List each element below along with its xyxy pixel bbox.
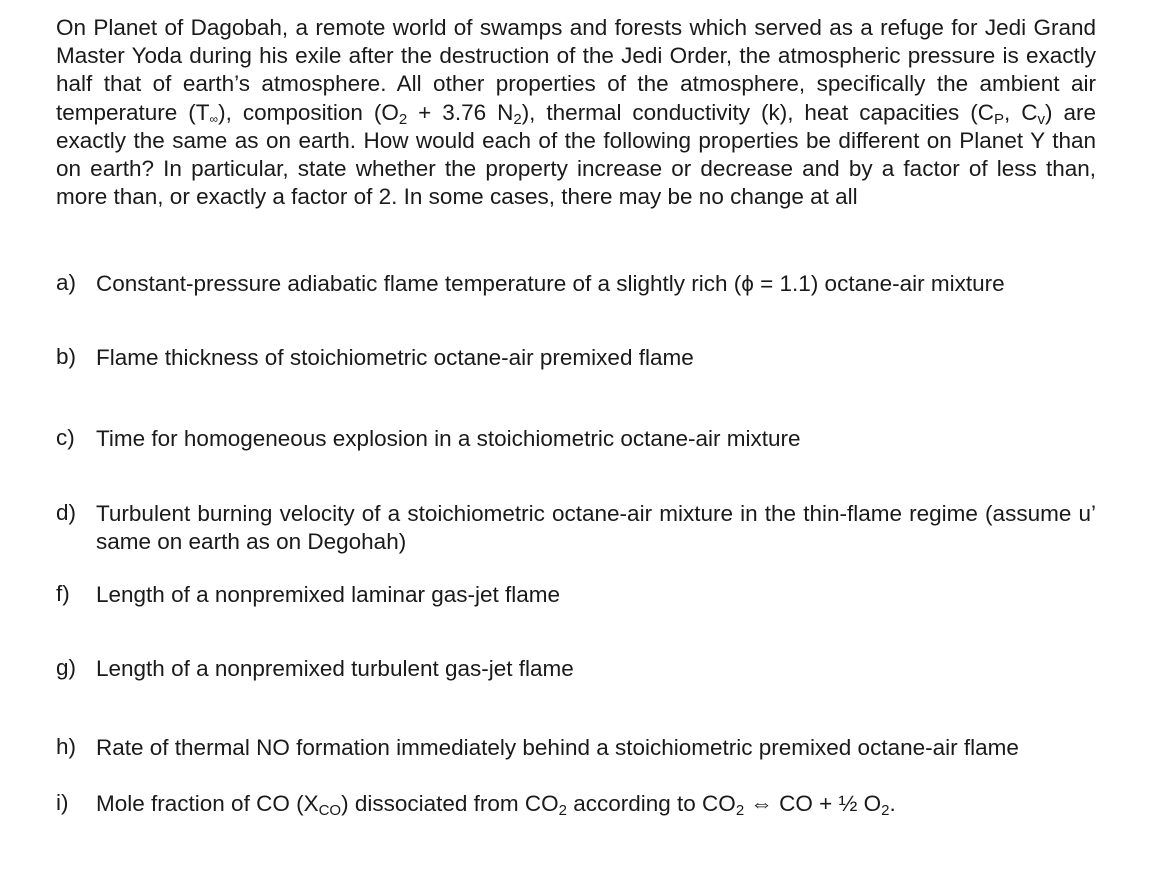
question-text: Turbulent burning velocity of a stoichiometric octane-air mixture in the thin-flame regime (assume u’ same on earth as on Degohah) — [96, 501, 1096, 555]
question-label: g) — [56, 655, 77, 680]
question-c — [56, 425, 1096, 453]
question-label: b) — [56, 344, 77, 369]
question-g — [56, 655, 1096, 683]
question-text: Length of a nonpremixed laminar gas-jet flame — [96, 582, 561, 607]
intro-text-3: + 3.76 N — [407, 99, 514, 125]
t-infinity-subscript: ∞ — [209, 111, 219, 126]
question-label: a) — [56, 270, 77, 295]
document-body — [56, 14, 1096, 819]
question-i — [56, 790, 1096, 818]
question-h — [56, 734, 1096, 762]
question-label: h) — [56, 734, 77, 759]
i-text-4: CO + ½ O — [779, 791, 882, 816]
o2-subscript-2: 2 — [881, 802, 890, 819]
question-b — [56, 344, 1096, 372]
question-text: Time for homogeneous explosion in a stoichiometric octane-air mixture — [96, 426, 801, 451]
question-f — [56, 581, 1096, 609]
i-text-5: . — [889, 791, 896, 816]
intro-text-4: ), thermal conductivity (k), heat capacities (C — [521, 99, 994, 125]
question-text: Constant-pressure adiabatic flame temperature of a slightly rich (ϕ = 1.1) octane-air mixture — [96, 271, 1005, 296]
co2-subscript-2: 2 — [735, 802, 745, 819]
intro-text-6: ) are exactly the same as on earth. How would each of the following properties be different on Planet Y than on earth? In particular, state whether the property increase or decrease and by a factor of less than, more than, or exactly a factor of 2. In some cases, there may be no change at all — [56, 99, 1096, 210]
question-text — [96, 790, 1096, 818]
question-text: Flame thickness of stoichiometric octane-air premixed flame — [96, 345, 694, 370]
o2-subscript: 2 — [398, 110, 408, 128]
n2-subscript: 2 — [513, 110, 522, 128]
question-a — [56, 270, 1096, 298]
intro-text-5: , C — [1004, 99, 1038, 125]
question-label: f) — [56, 581, 70, 606]
question-label: c) — [56, 425, 75, 450]
co2-subscript: 2 — [558, 802, 567, 819]
i-text-1: Mole fraction of CO (X — [96, 791, 319, 816]
question-label: d) — [56, 500, 77, 525]
equilibrium-arrow-icon: ⇔ — [744, 791, 780, 816]
question-d — [56, 500, 1096, 556]
xco-subscript: CO — [318, 802, 342, 819]
cv-subscript: v — [1037, 110, 1045, 128]
cp-subscript: P — [993, 110, 1004, 128]
question-text: Length of a nonpremixed turbulent gas-jet flame — [96, 656, 574, 681]
problem-statement — [56, 14, 1096, 211]
intro-text-2: ), composition (O — [218, 99, 399, 125]
question-label: i) — [56, 790, 69, 815]
question-text: Rate of thermal NO formation immediately behind a stoichiometric premixed octane-air flame — [96, 735, 1019, 760]
i-text-3: according to CO — [566, 791, 736, 816]
intro-text-1: On Planet of Dagobah, a remote world of swamps and forests which served as a refuge for Jedi Grand Master Yoda during his exile after the destruction of the Jedi Order, the atmospheric pressure is exactly half that of earth’s atmosphere. All other properties of the atmosphere, specifically the ambient air temperature (T — [56, 15, 1096, 125]
i-text-2: ) dissociated from CO — [341, 791, 559, 816]
